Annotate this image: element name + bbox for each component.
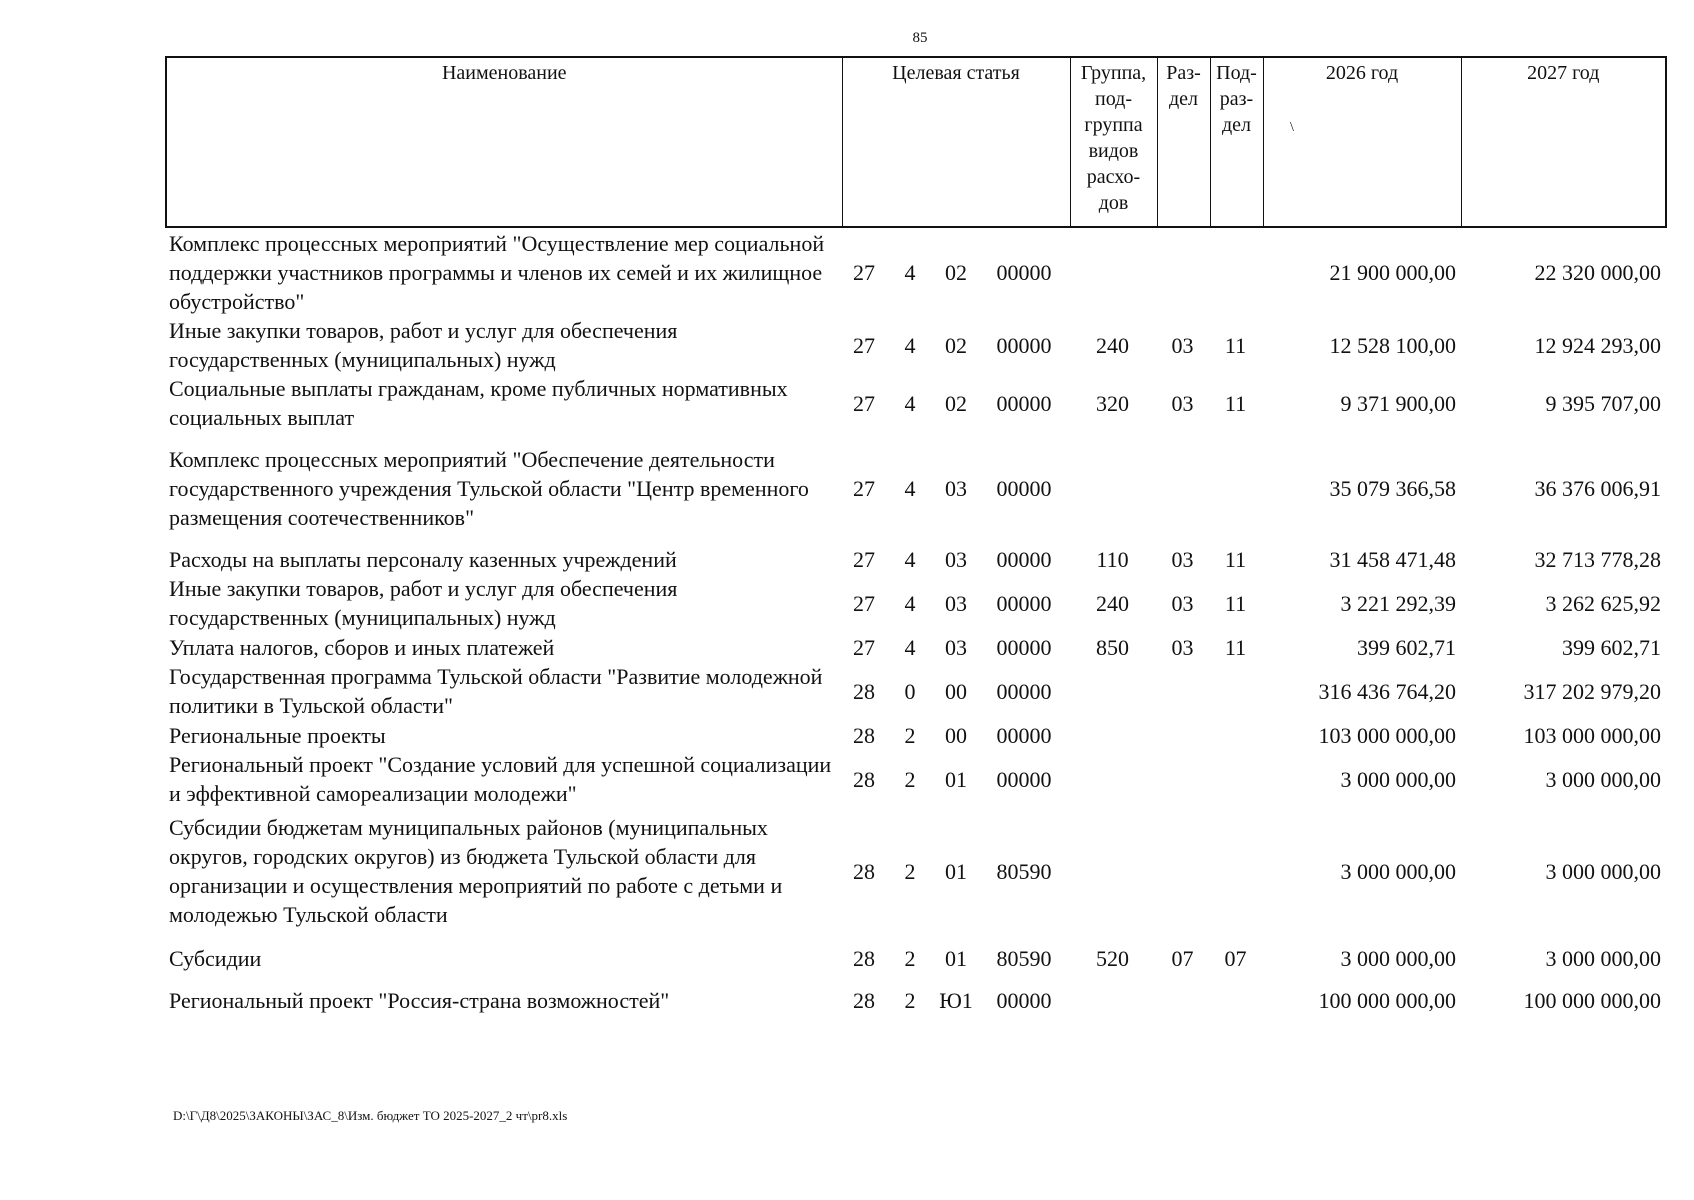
target-code-item: 03: [945, 546, 967, 572]
section-code: 03: [1171, 390, 1194, 416]
expense-group: 320: [1096, 390, 1129, 416]
subsection-code: 11: [1224, 332, 1247, 358]
row-name: Комплекс процессных мероприятий "Осуществление мер социальной поддержки участников программы и членов их семей и их жилищное обустройство": [169, 230, 825, 314]
table-row: [165, 632, 1665, 662]
header-group-line: группа: [1084, 114, 1143, 136]
section-code: [1156, 720, 1209, 750]
target-code-type: 4: [904, 546, 916, 572]
amount-2027: 3 000 000,00: [1545, 945, 1661, 971]
target-code-program: 28: [853, 766, 875, 792]
amount-2026: 3 000 000,00: [1340, 766, 1456, 792]
row-name: Региональный проект "Создание условий для успешной социализации и эффективной самореализации молодежи": [169, 752, 832, 806]
header-group-line: Группа,: [1080, 62, 1147, 84]
header-section-line: Раз-: [1166, 62, 1201, 84]
target-code-direction: 00000: [996, 590, 1052, 616]
table-row: [165, 374, 1665, 432]
table-row: [165, 316, 1665, 374]
amount-2026: 3 000 000,00: [1340, 858, 1456, 884]
page-number: 85: [912, 30, 928, 46]
expense-group: [1069, 720, 1156, 750]
amount-2026: 100 000 000,00: [1318, 987, 1456, 1013]
table-row: [165, 808, 1665, 934]
table-row: [165, 574, 1665, 632]
target-code-program: 28: [853, 722, 875, 748]
expense-group: [1069, 662, 1156, 720]
amount-2027: 103 000 000,00: [1523, 722, 1661, 748]
amount-2027: 100 000 000,00: [1523, 987, 1661, 1013]
amount-2027: 3 262 625,92: [1545, 590, 1661, 616]
amount-2026: 399 602,71: [1357, 634, 1456, 660]
header-subsection-line: Под-: [1216, 62, 1257, 84]
table-header: [165, 56, 1667, 228]
target-code-type: 4: [904, 332, 916, 358]
row-name: Региональный проект "Россия-страна возможностей": [169, 987, 670, 1013]
target-code-program: 27: [853, 546, 875, 572]
row-name: Социальные выплаты гражданам, кроме публичных нормативных социальных выплат: [169, 376, 788, 430]
target-code-type: 4: [904, 390, 916, 416]
expense-group: 240: [1096, 590, 1129, 616]
expense-group: [1069, 808, 1156, 934]
header-section: [1157, 57, 1210, 227]
target-code-program: 28: [853, 945, 875, 971]
target-code-item: Ю1: [939, 987, 973, 1013]
target-code-type: 4: [904, 259, 916, 285]
row-name: Иные закупки товаров, работ и услуг для обеспечения государственных (муниципальных) нужд: [169, 576, 678, 630]
target-code-program: 27: [853, 332, 875, 358]
section-code: 03: [1171, 546, 1194, 572]
row-name: Государственная программа Тульской области "Развитие молодежной политики в Тульской области": [169, 664, 823, 718]
expense-group: [1069, 982, 1156, 1018]
target-code-program: 28: [853, 858, 875, 884]
amount-2026: 35 079 366,58: [1329, 475, 1456, 501]
amount-2026: 9 371 900,00: [1340, 390, 1456, 416]
section-code: [1156, 228, 1209, 316]
target-code-direction: 00000: [996, 475, 1052, 501]
target-code-type: 4: [904, 634, 916, 660]
subsection-code: [1209, 720, 1262, 750]
target-code-direction: 80590: [996, 858, 1052, 884]
target-code-program: 27: [853, 390, 875, 416]
table-row: [165, 982, 1665, 1018]
target-code-direction: 00000: [996, 546, 1052, 572]
amount-2026: 21 900 000,00: [1329, 259, 1456, 285]
subsection-code: 11: [1224, 590, 1247, 616]
amount-2026: 3 221 292,39: [1340, 590, 1456, 616]
subsection-code: 07: [1224, 945, 1247, 971]
target-code-direction: 00000: [996, 987, 1052, 1013]
header-subsection: [1210, 57, 1263, 227]
subsection-code: 11: [1224, 634, 1247, 660]
file-path-footer: D:\Г\Д8\2025\ЗАКОНЫ\ЗАС_8\Изм. бюджет ТО 2025-2027_2 чт\pr8.xls: [173, 1108, 568, 1123]
header-2026: 2026 год: [1263, 57, 1461, 227]
header-group-line: под-: [1095, 88, 1132, 110]
amount-2027: 3 000 000,00: [1545, 858, 1661, 884]
header-group-line: видов: [1088, 140, 1139, 162]
section-code: 03: [1171, 332, 1194, 358]
section-code: [1156, 432, 1209, 544]
subsection-code: [1209, 750, 1262, 808]
subsection-code: [1209, 662, 1262, 720]
row-name: Расходы на выплаты персоналу казенных учреждений: [169, 546, 677, 572]
target-code-item: 02: [945, 259, 967, 285]
target-code-program: 27: [853, 634, 875, 660]
header-group: [1070, 57, 1157, 227]
target-code-direction: 00000: [996, 332, 1052, 358]
target-code-type: 2: [904, 987, 916, 1013]
section-code: 03: [1171, 590, 1194, 616]
header-2027: 2027 год: [1461, 57, 1666, 227]
target-code-item: 00: [945, 678, 967, 704]
target-code-type: 0: [904, 678, 916, 704]
expense-group: [1069, 750, 1156, 808]
amount-2027: 32 713 778,28: [1534, 546, 1661, 572]
target-code-program: 27: [853, 259, 875, 285]
target-code-item: 01: [945, 858, 967, 884]
section-code: 03: [1171, 634, 1194, 660]
table-row: [165, 750, 1665, 808]
amount-2026: 103 000 000,00: [1318, 722, 1456, 748]
row-name: Субсидии: [169, 945, 262, 971]
target-code-item: 02: [945, 332, 967, 358]
target-code-program: 28: [853, 678, 875, 704]
table-row: [165, 720, 1665, 750]
subsection-code: [1209, 228, 1262, 316]
target-code-type: 2: [904, 722, 916, 748]
amount-2027: 9 395 707,00: [1545, 390, 1661, 416]
target-code-item: 03: [945, 590, 967, 616]
section-code: [1156, 808, 1209, 934]
header-group-line: расхо-: [1086, 166, 1141, 188]
table-row: [165, 662, 1665, 720]
target-code-item: 03: [945, 634, 967, 660]
header-subsection-line: раз-: [1219, 88, 1254, 110]
subsection-code: 11: [1224, 390, 1247, 416]
table-row: [165, 228, 1665, 316]
amount-2027: 399 602,71: [1562, 634, 1661, 660]
table-row: [165, 432, 1665, 544]
target-code-item: 01: [945, 945, 967, 971]
amount-2027: 3 000 000,00: [1545, 766, 1661, 792]
target-code-program: 27: [853, 475, 875, 501]
amount-2026: 316 436 764,20: [1318, 678, 1456, 704]
target-code-item: 00: [945, 722, 967, 748]
amount-2026: 12 528 100,00: [1329, 332, 1456, 358]
section-code: [1156, 750, 1209, 808]
expense-group: [1069, 432, 1156, 544]
target-code-direction: 00000: [996, 390, 1052, 416]
target-code-program: 27: [853, 590, 875, 616]
target-code-item: 03: [945, 475, 967, 501]
target-code-item: 02: [945, 390, 967, 416]
stray-mark: \: [1290, 120, 1294, 135]
header-group-line: дов: [1098, 192, 1129, 214]
table-row: [165, 934, 1665, 982]
amount-2027: 12 924 293,00: [1534, 332, 1661, 358]
header-target-article: Целевая статья: [842, 57, 1070, 227]
subsection-code: [1209, 808, 1262, 934]
header-subsection-line: дел: [1221, 114, 1252, 136]
amount-2026: 31 458 471,48: [1329, 546, 1456, 572]
amount-2026: 3 000 000,00: [1340, 945, 1456, 971]
row-name: Иные закупки товаров, работ и услуг для обеспечения государственных (муниципальных) нужд: [169, 318, 678, 372]
amount-2027: 22 320 000,00: [1534, 259, 1661, 285]
target-code-direction: 00000: [996, 722, 1052, 748]
row-name: Уплата налогов, сборов и иных платежей: [169, 634, 555, 660]
budget-table: [165, 228, 1665, 1018]
header-section-line: дел: [1168, 88, 1199, 110]
target-code-type: 2: [904, 766, 916, 792]
target-code-type: 4: [904, 590, 916, 616]
table-row: [165, 544, 1665, 574]
target-code-type: 2: [904, 858, 916, 884]
row-name: Субсидии бюджетам муниципальных районов (муниципальных округов, городских округов) из бюджета Тульской области для организации и осуществления мероприятий по работе с детьми и молодежью Тульской области: [169, 815, 783, 927]
target-code-item: 01: [945, 766, 967, 792]
amount-2027: 36 376 006,91: [1534, 475, 1661, 501]
row-name: Комплекс процессных мероприятий "Обеспечение деятельности государственного учреждения Тульской области "Центр временного размещения соотечественников": [169, 446, 809, 530]
target-code-direction: 80590: [996, 945, 1052, 971]
target-code-type: 2: [904, 945, 916, 971]
header-name: Наименование: [166, 57, 842, 227]
expense-group: 110: [1096, 546, 1129, 572]
amount-2027: 317 202 979,20: [1523, 678, 1661, 704]
target-code-direction: 00000: [996, 766, 1052, 792]
expense-group: 850: [1096, 634, 1129, 660]
target-code-direction: 00000: [996, 634, 1052, 660]
section-code: 07: [1171, 945, 1194, 971]
subsection-code: [1209, 982, 1262, 1018]
section-code: [1156, 982, 1209, 1018]
target-code-direction: 00000: [996, 259, 1052, 285]
subsection-code: [1209, 432, 1262, 544]
subsection-code: 11: [1224, 546, 1247, 572]
expense-group: 520: [1096, 945, 1129, 971]
section-code: [1156, 662, 1209, 720]
target-code-direction: 00000: [996, 678, 1052, 704]
expense-group: 240: [1096, 332, 1129, 358]
target-code-type: 4: [904, 475, 916, 501]
target-code-program: 28: [853, 987, 875, 1013]
row-name: Региональные проекты: [169, 722, 386, 748]
expense-group: [1069, 228, 1156, 316]
